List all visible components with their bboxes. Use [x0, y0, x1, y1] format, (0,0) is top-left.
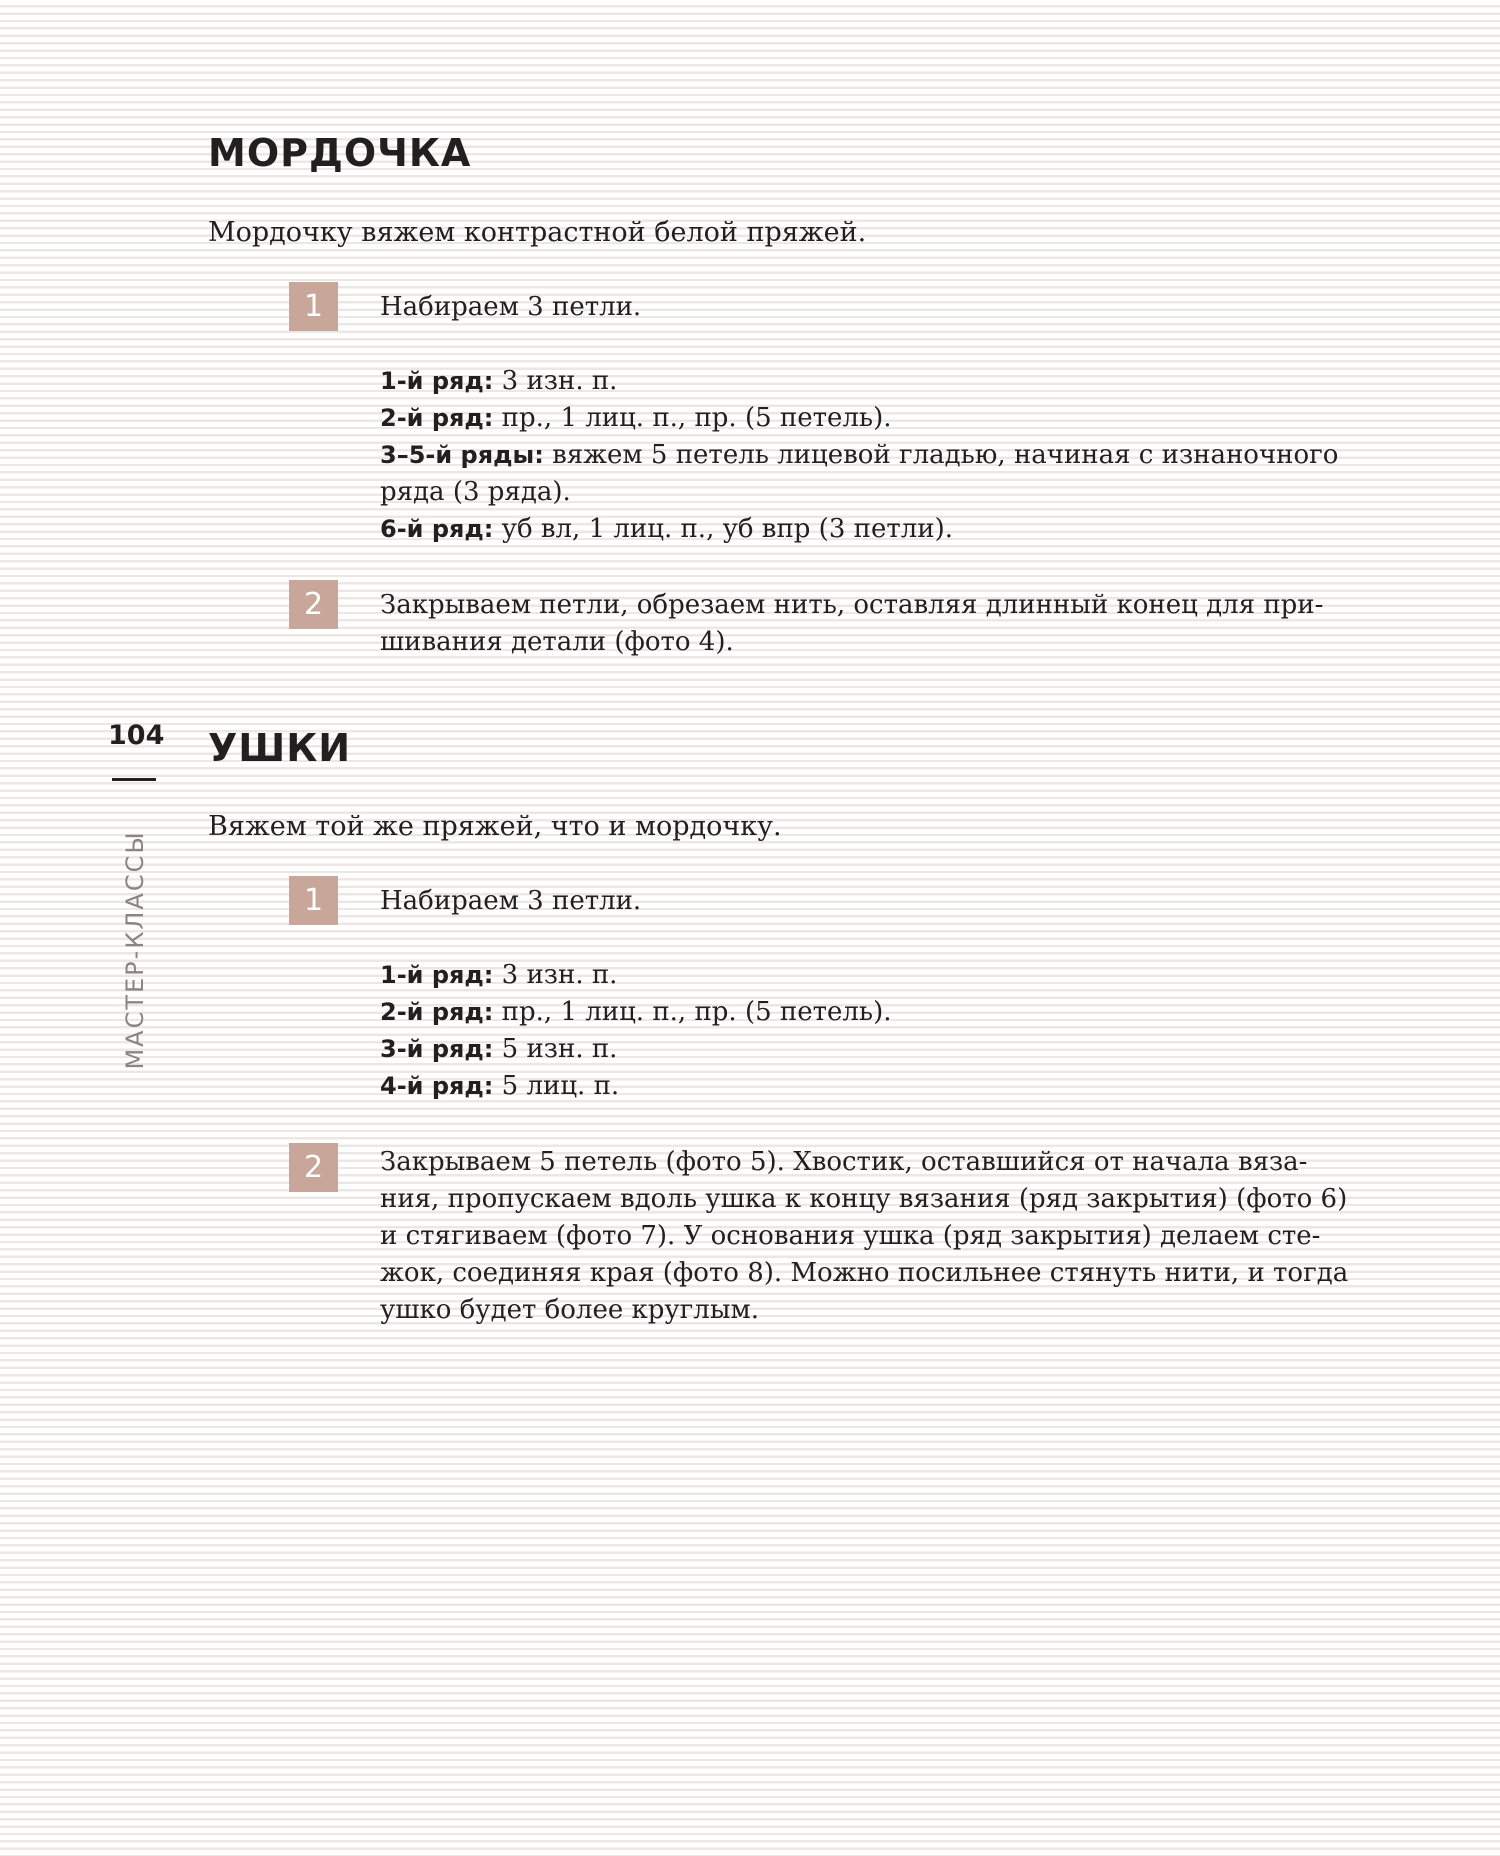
ears-heading: УШКИ [208, 726, 352, 770]
text-line: жок, соединяя края (фото 8). Можно посильнее стянуть нити, и тогда [380, 1258, 1349, 1288]
row-text: вяжем 5 петель лицевой гладью, начиная с изнаночного [543, 440, 1339, 470]
ears-step-1-badge: 1 [289, 876, 338, 925]
text-line: Закрываем 5 петель (фото 5). Хвостик, оставшийся от начала вяза- [380, 1147, 1308, 1177]
muzzle-step-1-cast-on: Набираем 3 петли. [380, 292, 642, 322]
ears-step-1-cast-on: Набираем 3 петли. [380, 886, 642, 916]
page-number-divider [112, 778, 156, 781]
row-label: 2-й ряд: [380, 998, 494, 1026]
muzzle-row-1 [380, 363, 1390, 400]
muzzle-row-3-5 [380, 437, 1390, 474]
ears-row-2 [380, 994, 1390, 1031]
muzzle-step-2-badge: 2 [289, 580, 338, 629]
row-label: 3–5-й ряды: [380, 441, 544, 469]
page-number: 104 [108, 720, 165, 751]
muzzle-step-1-text [380, 289, 1390, 548]
row-text: 3 изн. п. [493, 960, 618, 990]
text-line: ния, пропускаем вдоль ушка к концу вязания (ряд закрытия) (фото 6) [380, 1184, 1348, 1214]
ears-row-3 [380, 1031, 1390, 1068]
row-label: 3-й ряд: [380, 1035, 494, 1063]
row-text: уб вл, 1 лиц. п., уб впр (3 петли). [493, 514, 953, 544]
section-side-label: МАСТЕР-КЛАССЫ [121, 830, 149, 1070]
muzzle-intro: Мордочку вяжем контрастной белой пряжей. [208, 217, 867, 248]
spacer [380, 920, 1390, 957]
muzzle-row-6 [380, 511, 1390, 548]
ears-row-1 [380, 957, 1390, 994]
muzzle-step-1-badge: 1 [289, 282, 338, 331]
row-text: ряда (3 ряда). [380, 477, 571, 507]
muzzle-step-2-text [380, 587, 1390, 661]
row-text: 3 изн. п. [493, 366, 618, 396]
row-label: 1-й ряд: [380, 961, 494, 989]
ears-row-4 [380, 1068, 1390, 1105]
row-text: пр., 1 лиц. п., пр. (5 петель). [493, 403, 892, 433]
ears-intro: Вяжем той же пряжей, что и мордочку. [208, 811, 782, 842]
spacer [380, 326, 1390, 363]
ears-step-1-text [380, 883, 1390, 1105]
row-label: 1-й ряд: [380, 367, 494, 395]
ears-step-2-text [380, 1144, 1390, 1329]
muzzle-heading: МОРДОЧКА [208, 131, 472, 175]
text-line: ушко будет более круглым. [380, 1295, 760, 1325]
ears-step-2-badge: 2 [289, 1143, 338, 1192]
text-line: Закрываем петли, обрезаем нить, оставляя длинный конец для при- [380, 590, 1324, 620]
text-line: и стягиваем (фото 7). У основания ушка (ряд закрытия) делаем сте- [380, 1221, 1321, 1251]
row-text: 5 лиц. п. [493, 1071, 620, 1101]
muzzle-row-2 [380, 400, 1390, 437]
text-line: шивания детали (фото 4). [380, 627, 734, 657]
row-text: 5 изн. п. [493, 1034, 618, 1064]
row-text: пр., 1 лиц. п., пр. (5 петель). [493, 997, 892, 1027]
row-label: 4-й ряд: [380, 1072, 494, 1100]
row-label: 2-й ряд: [380, 404, 494, 432]
row-label: 6-й ряд: [380, 515, 494, 543]
muzzle-row-3-5-continued [380, 474, 1390, 511]
